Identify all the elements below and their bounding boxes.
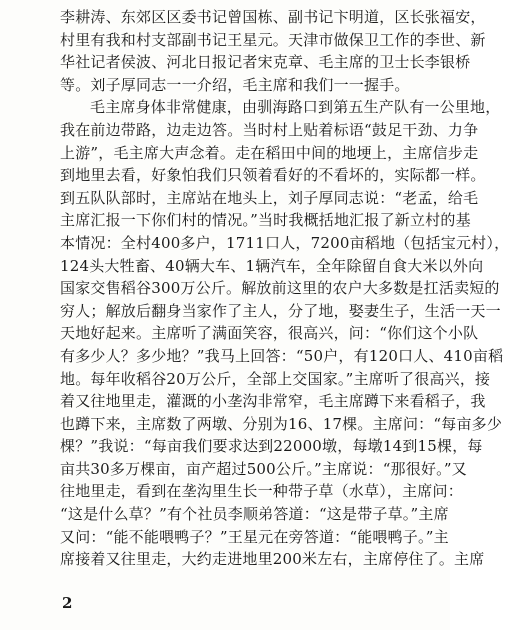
text-line: 124头大牲畜、40辆大车、1辆汽车，全年除留自食大米以外向 <box>60 256 484 275</box>
text-line: 也蹲下来，主席数了两墩、分别为16、17棵。主席问：“每亩多少 <box>60 414 503 433</box>
text-line: 主席汇报一下你们村的情况。”当时我概括地汇报了新立村的基 <box>60 211 471 230</box>
text-line: 国家交售稻谷300万公斤。解放前这里的农户大多数是扛活卖短的 <box>60 279 500 298</box>
text-line: 本情况：全村400多户，1711口人，7200亩稻地（包括宝元村）， <box>60 233 509 252</box>
text-line: 又问：“能不能喂鸭子？”王星元在旁答道：“能喂鸭子。”主 <box>60 527 449 546</box>
text-line: 棵？”我说：“每亩我们要求达到22000墩，每墩14到15棵，每 <box>60 437 483 456</box>
body-text <box>60 6 509 571</box>
text-line: 席接着又往里走，大约走进地里200米左右，主席停住了。主席 <box>60 550 485 569</box>
page-number: 2 <box>62 594 73 612</box>
text-line: 地。每年收稻谷20万公斤，全部上交国家。”主席听了很高兴，接 <box>60 369 491 388</box>
text-line: 我在前边带路，边走边答。当时村上贴着标语“鼓足干劲、力争 <box>60 120 479 139</box>
text-line: 毛主席身体非常健康，由驯海路口到第五生产队有一公里地， <box>90 98 501 117</box>
text-line: 上游”，毛主席大声念着。走在稻田中间的地埂上，主席信步走 <box>60 143 479 162</box>
text-line: 华社记者侯波、河北日报记者宋克章、毛主席的卫士长李银桥 <box>60 53 471 72</box>
text-line: 有多少人？多少地？”我马上回答：“50户，有120口人、410亩稻 <box>60 346 504 365</box>
text-line: 村里有我和村支部副书记王星元。天津市做保卫工作的李世、新 <box>60 30 486 49</box>
text-line: 着又往地里走，灌溉的小垄沟非常窄，毛主席蹲下来看稻子，我 <box>60 392 486 411</box>
text-line: 到地里去看，好象怕我们只领着看好的不看坏的，实际都一样。 <box>60 166 486 185</box>
text-line: 到五队队部时，主席站在地头上，刘子厚同志说：“老孟，给毛 <box>60 188 479 207</box>
text-line: 穷人；解放后翻身当家作了主人，分了地，娶妻生子，生活一天一 <box>60 301 501 320</box>
text-line: 亩共30多万棵亩，亩产超过500公斤。”主席说：“那很好。”又 <box>60 459 467 478</box>
text-line: 李耕涛、东郊区区委书记曾国栋、副书记卞明道，区长张福安， <box>60 8 486 26</box>
text-line: 天地好起来。主席听了满面笑容，很高兴，问：“你们这个小队 <box>60 324 479 343</box>
text-line: 往地里走，看到在垄沟里生长一种带子草（水草），主席问： <box>60 482 463 501</box>
text-line: “这是什么草？”有个社员李顺弟答道：“这是带子草。”主席 <box>60 505 449 524</box>
text-line: 等。刘子厚同志一一介绍，毛主席和我们一一握手。 <box>60 75 410 94</box>
